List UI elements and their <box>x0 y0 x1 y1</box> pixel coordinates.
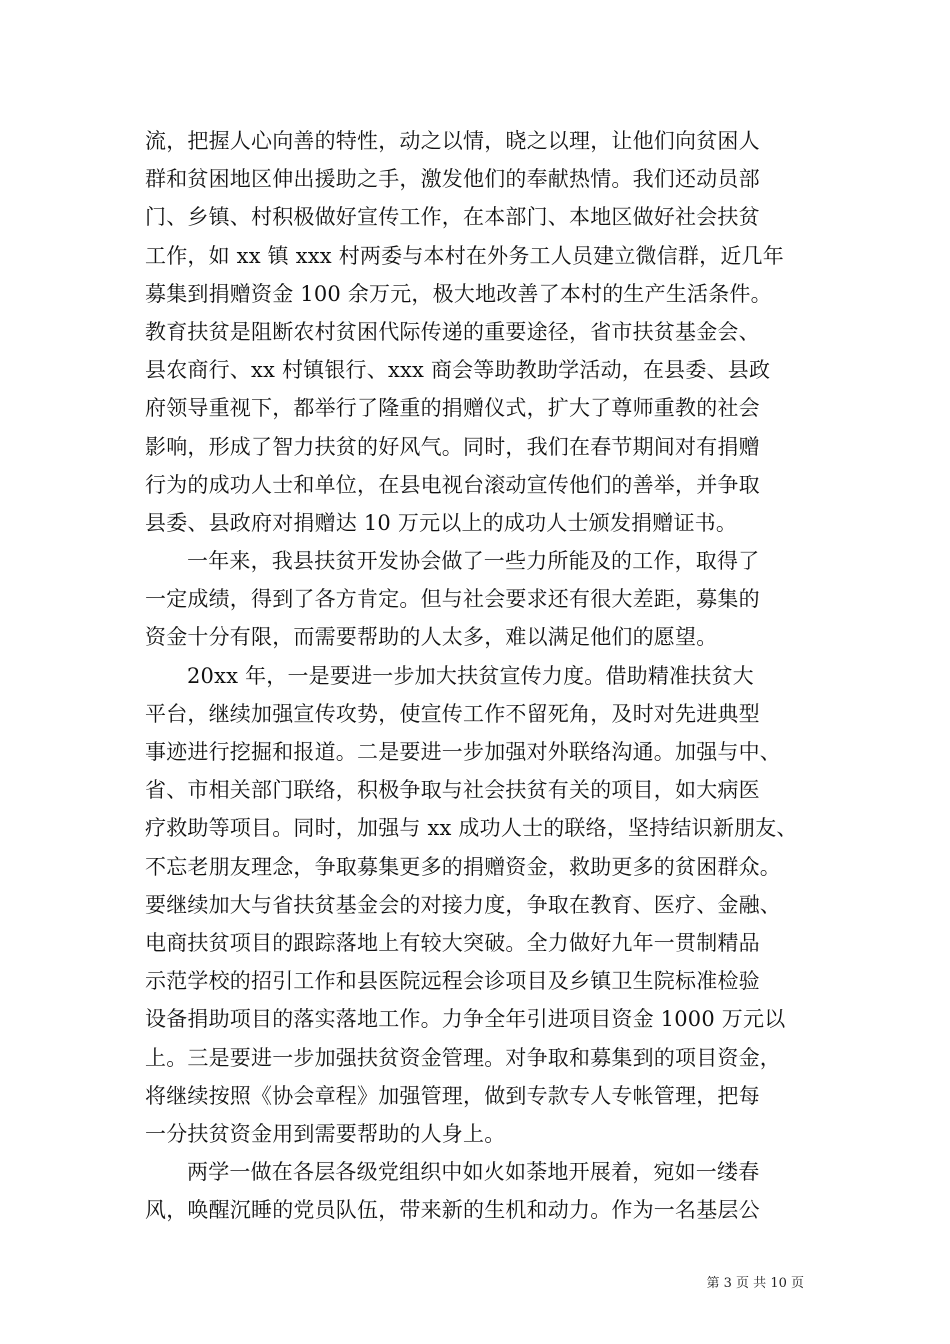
text-line: 两学一做在各层各级党组织中如火如荼地开展着，宛如一缕春 <box>187 1160 760 1185</box>
text-line: 行为的成功人士和单位，在县电视台滚动宣传他们的善举，并争取 <box>145 472 760 497</box>
text-line: 不忘老朋友理念，争取募集更多的捐赠资金，救助更多的贫困群众。 <box>145 854 781 879</box>
text-line: 将继续按照《协会章程》加强管理，做到专款专人专帐管理，把每 <box>145 1083 760 1108</box>
text-line: 一分扶贫资金用到需要帮助的人身上。 <box>145 1121 506 1146</box>
text-line: 门、乡镇、村积极做好宣传工作，在本部门、本地区做好社会扶贫 <box>145 205 760 230</box>
text-line: 群和贫困地区伸出援助之手，激发他们的奉献热情。我们还动员部 <box>145 167 760 192</box>
text-line: 工作，如 xx 镇 xxx 村两委与本村在外务工人员建立微信群，近几年 <box>145 243 784 268</box>
text-line: 要继续加大与省扶贫基金会的对接力度，争取在教育、医疗、金融、 <box>145 892 781 917</box>
text-line: 上。三是要进一步加强扶贫资金管理。对争取和募集到的项目资金， <box>145 1045 781 1070</box>
text-line: 教育扶贫是阻断农村贫困代际传递的重要途径，省市扶贫基金会、 <box>145 319 760 344</box>
page-number-footer: 第 3 页 共 10 页 <box>706 1276 804 1291</box>
text-line: 流，把握人心向善的特性，动之以情，晓之以理，让他们向贫困人 <box>145 129 760 153</box>
text-line: 设备捐助项目的落实落地工作。力争全年引进项目资金 1000 万元以 <box>145 1007 786 1032</box>
text-line: 资金十分有限，而需要帮助的人太多，难以满足他们的愿望。 <box>145 625 718 650</box>
text-line: 影响，形成了智力扶贫的好风气。同时，我们在春节期间对有捐赠 <box>145 434 760 459</box>
text-line: 一年来，我县扶贫开发协会做了一些力所能及的工作，取得了 <box>187 549 760 574</box>
text-line: 县农商行、xx 村镇银行、xxx 商会等助教助学活动，在县委、县政 <box>145 358 771 383</box>
text-line: 府领导重视下，都举行了隆重的捐赠仪式，扩大了尊师重教的社会 <box>145 396 760 421</box>
body-text <box>145 122 805 1229</box>
text-line: 平台，继续加强宣传攻势，使宣传工作不留死角，及时对先进典型 <box>145 701 760 726</box>
text-line: 省、市相关部门联络，积极争取与社会扶贫有关的项目，如大病医 <box>145 778 760 803</box>
text-line: 县委、县政府对捐赠达 10 万元以上的成功人士颁发捐赠证书。 <box>145 510 738 535</box>
text-line: 电商扶贫项目的跟踪落地上有较大突破。全力做好九年一贯制精品 <box>145 930 760 955</box>
text-line: 风，唤醒沉睡的党员队伍，带来新的生机和动力。作为一名基层公 <box>145 1198 760 1223</box>
text-line: 示范学校的招引工作和县医院远程会诊项目及乡镇卫生院标准检验 <box>145 969 760 994</box>
text-line: 一定成绩，得到了各方肯定。但与社会要求还有很大差距，募集的 <box>145 587 760 612</box>
text-line: 事迹进行挖掘和报道。二是要进一步加强对外联络沟通。加强与中、 <box>145 740 781 764</box>
text-line: 20xx 年，一是要进一步加大扶贫宣传力度。借助精准扶贫大 <box>187 663 754 688</box>
text-line: 募集到捐赠资金 100 余万元，极大地改善了本村的生产生活条件。 <box>145 281 772 306</box>
text-line: 疗救助等项目。同时，加强与 xx 成功人士的联络，坚持结识新朋友、 <box>145 816 798 841</box>
